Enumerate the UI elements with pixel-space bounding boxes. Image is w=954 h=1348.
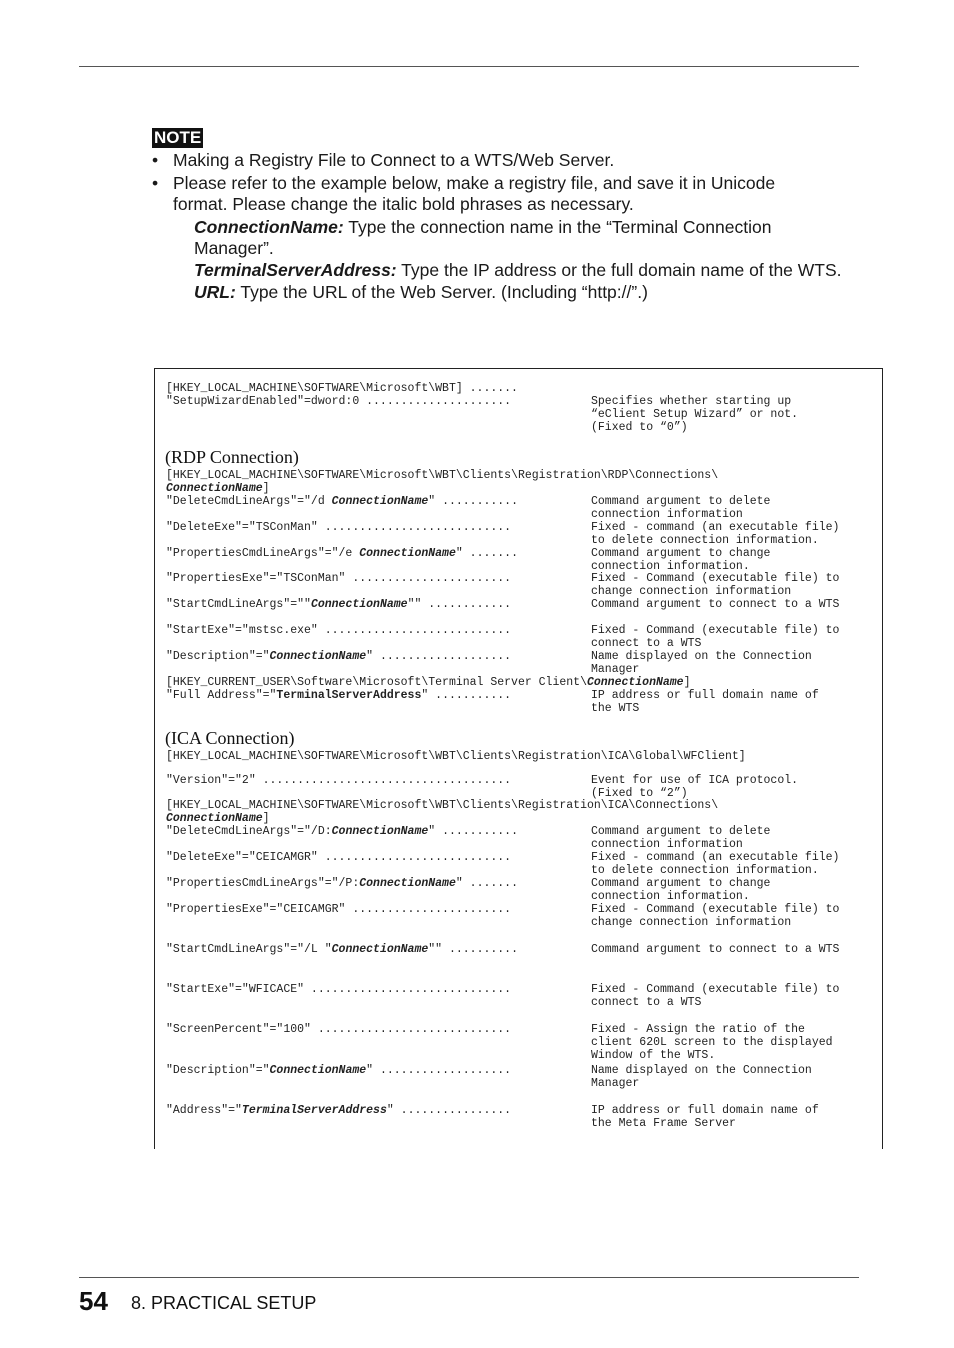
definition-list [194, 217, 854, 304]
definition-terminal-server-address [194, 260, 854, 281]
bullet-text: Making a Registry File to Connect to a WTS/Web Server. [173, 150, 615, 170]
top-rule [79, 66, 859, 67]
definition-term: ConnectionName: [194, 217, 344, 237]
definition-text: Type the IP address or the full domain name of the WTS. [396, 260, 842, 280]
list-item [152, 173, 832, 215]
registry-value-description: Command argument to change connection information. [591, 547, 771, 573]
registry-value-line: "Version"="2" .................................... [166, 774, 512, 787]
variable-connection-name: ConnectionName [166, 482, 263, 495]
registry-value-line: "PropertiesCmdLineArgs"="/e ConnectionName" ....... [166, 547, 518, 560]
registry-value-description: Specifies whether starting up “eClient Setup Wizard” or not. (Fixed to “0”) [591, 395, 799, 434]
registry-value-description: Event for use of ICA protocol. (Fixed to “2”) [591, 774, 799, 800]
registry-key-line: [HKEY_LOCAL_MACHINE\SOFTWARE\Microsoft\WBT\Clients\Registration\ICA\Global\WFClient] [166, 750, 746, 763]
registry-key-line-cont: ConnectionName] [166, 812, 270, 825]
registry-key-line: [HKEY_LOCAL_MACHINE\SOFTWARE\Microsoft\WBT] ....... [166, 382, 518, 395]
rdp-connection-heading: (RDP Connection) [165, 447, 299, 467]
registry-value-description: Fixed - Assign the ratio of the client 620L screen to the displayed Window of the WTS. [591, 1023, 833, 1062]
definition-term: URL: [194, 282, 236, 302]
registry-value-line: "DeleteCmdLineArgs"="/d ConnectionName" ........... [166, 495, 518, 508]
registry-key-line-cont [166, 482, 270, 495]
registry-code-box [154, 368, 883, 1149]
registry-value-line: "Description"="ConnectionName" ................... [166, 650, 512, 663]
registry-value-description: IP address or full domain name of the WTS [591, 689, 819, 715]
registry-value-line: "Full Address"="TerminalServerAddress" ........... [166, 689, 512, 702]
registry-value-line: "PropertiesCmdLineArgs"="/P:ConnectionName" ....... [166, 877, 518, 890]
bottom-rule [79, 1277, 859, 1278]
registry-value-line: "Address"="TerminalServerAddress" ................ [166, 1104, 512, 1117]
registry-value-line: "StartExe"="WFICACE" ............................. [166, 983, 512, 996]
registry-value-line: "DeleteExe"="CEICAMGR" ........................... [166, 851, 512, 864]
definition-term: TerminalServerAddress: [194, 260, 397, 280]
registry-key-line: [HKEY_CURRENT_USER\Software\Microsoft\Terminal Server Client\ConnectionName] [166, 676, 691, 689]
registry-value-description: Fixed - Command (executable file) to change connection information [591, 572, 840, 598]
registry-value-line: "ScreenPercent"="100" ............................ [166, 1023, 512, 1036]
registry-value-description: Command argument to delete connection information [591, 825, 771, 851]
note-badge: NOTE [154, 128, 202, 147]
registry-value-line: "DeleteCmdLineArgs"="/D:ConnectionName" ........... [166, 825, 518, 838]
registry-value-description: IP address or full domain name of the Meta Frame Server [591, 1104, 819, 1130]
list-item [152, 150, 832, 171]
registry-value-description: Name displayed on the Connection Manager [591, 650, 812, 676]
bullet-icon: • [152, 173, 159, 193]
footer-section-title: 8. PRACTICAL SETUP [131, 1293, 317, 1313]
registry-value-description: Command argument to connect to a WTS [591, 598, 840, 611]
registry-value-description: Fixed - Command (executable file) to connect to a WTS [591, 624, 840, 650]
registry-value-line: "SetupWizardEnabled"=dword:0 ..................... [166, 395, 512, 408]
registry-key-line: [HKEY_LOCAL_MACHINE\SOFTWARE\Microsoft\WBT\Clients\Registration\RDP\Connections\ [166, 469, 719, 482]
registry-value-description: Fixed - Command (executable file) to change connection information [591, 903, 840, 929]
definition-text: Type the connection name in the “Terminal Connection Manager”. [194, 217, 772, 258]
registry-value-description: Command argument to connect to a WTS [591, 943, 840, 956]
definition-url [194, 282, 854, 303]
registry-key-line: [HKEY_LOCAL_MACHINE\SOFTWARE\Microsoft\WBT\Clients\Registration\ICA\Connections\ [166, 799, 719, 812]
registry-value-description: Fixed - command (an executable file) to delete connection information. [591, 521, 840, 547]
close-bracket: ] [262, 482, 270, 495]
registry-value-line: "StartCmdLineArgs"="/L "ConnectionName"" .......... [166, 943, 518, 956]
registry-value-description: Name displayed on the Connection Manager [591, 1064, 812, 1090]
registry-value-line: "StartExe"="mstsc.exe" ........................... [166, 624, 512, 637]
bullet-text: Please refer to the example below, make a registry file, and save it in Unicode format. Please change the italic bold phrases as necessary. [173, 173, 776, 214]
registry-value-line: "Description"="ConnectionName" ................... [166, 1064, 512, 1077]
definition-connection-name [194, 217, 854, 259]
registry-value-description: Command argument to delete connection information [591, 495, 771, 521]
registry-value-description: Fixed - Command (executable file) to connect to a WTS [591, 983, 840, 1009]
registry-value-line: "PropertiesExe"="CEICAMGR" ....................... [166, 903, 512, 916]
registry-value-line: "PropertiesExe"="TSConMan" ....................... [166, 572, 512, 585]
page-number: 54 [79, 1286, 108, 1316]
registry-value-description: Fixed - command (an executable file) to delete connection information. [591, 851, 840, 877]
note-bullet-list [152, 150, 832, 217]
registry-value-description: Command argument to change connection information. [591, 877, 771, 903]
registry-value-line: "DeleteExe"="TSConMan" ........................... [166, 521, 512, 534]
ica-connection-heading: (ICA Connection) [165, 728, 295, 748]
definition-text: Type the URL of the Web Server. (Including “http://”.) [235, 282, 648, 302]
bullet-icon: • [152, 150, 159, 170]
registry-value-line: "StartCmdLineArgs"=""ConnectionName"" ............ [166, 598, 512, 611]
